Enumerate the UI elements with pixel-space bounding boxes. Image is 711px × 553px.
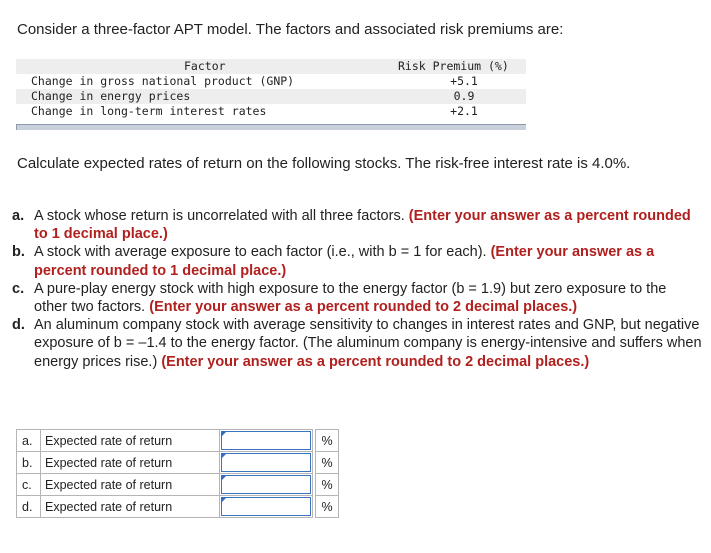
question-instruction: (Enter your answer as a percent rounded to 1 decimal place.) bbox=[34, 244, 655, 279]
input-marker-icon bbox=[221, 453, 227, 459]
answer-letter: b. bbox=[17, 452, 41, 474]
question-letter: a. bbox=[12, 208, 25, 224]
question-c bbox=[12, 280, 702, 316]
percent-unit: % bbox=[316, 452, 339, 474]
answer-input-b[interactable] bbox=[221, 453, 311, 472]
percent-unit: % bbox=[316, 430, 339, 452]
answer-input-a[interactable] bbox=[221, 431, 311, 450]
factor-table-header bbox=[16, 59, 526, 74]
question-text: A stock whose return is uncorrelated with all three factors. bbox=[34, 208, 409, 224]
factor-name: Change in energy prices bbox=[31, 89, 191, 103]
answer-letter: d. bbox=[17, 496, 41, 518]
answer-label: Expected rate of return bbox=[41, 452, 220, 474]
factor-table bbox=[16, 59, 526, 119]
input-marker-icon bbox=[221, 431, 227, 437]
answer-input-cell[interactable] bbox=[220, 496, 313, 518]
answer-input-cell[interactable] bbox=[220, 452, 313, 474]
factor-premium: +2.1 bbox=[450, 104, 478, 118]
question-text: A stock with average exposure to each factor (i.e., with b = 1 for each). bbox=[34, 244, 491, 261]
factor-column-header: Factor bbox=[184, 59, 226, 73]
question-d bbox=[12, 316, 702, 371]
input-marker-icon bbox=[221, 497, 227, 503]
risk-premium-column-header: Risk Premium (%) bbox=[398, 59, 509, 73]
factor-row bbox=[16, 89, 526, 104]
answer-input-cell[interactable] bbox=[220, 474, 313, 496]
answer-label: Expected rate of return bbox=[41, 474, 220, 496]
intro-text: Consider a three-factor APT model. The factors and associated risk premiums are: bbox=[17, 21, 564, 38]
factor-name: Change in gross national product (GNP) bbox=[31, 74, 295, 88]
factor-table-scrollbar[interactable] bbox=[16, 124, 526, 130]
answer-label: Expected rate of return bbox=[41, 496, 220, 518]
answer-row bbox=[17, 430, 339, 452]
question-text: An aluminum company stock with average sensitivity to changes in interest rates and GNP, but negative exposure of b = –1.4 to the energy factor. (The aluminum company is energy-intensive and suffers when energy prices rise.) bbox=[34, 317, 702, 370]
answer-table bbox=[16, 429, 339, 518]
percent-unit: % bbox=[316, 496, 339, 518]
question-instruction: (Enter your answer as a percent rounded to 2 decimal places.) bbox=[149, 299, 578, 316]
answer-input-d[interactable] bbox=[221, 497, 311, 516]
factor-premium: 0.9 bbox=[453, 89, 475, 103]
question-letter: c. bbox=[12, 280, 25, 297]
question-b bbox=[12, 243, 702, 279]
factor-name: Change in long-term interest rates bbox=[31, 104, 267, 118]
answer-row bbox=[17, 474, 339, 496]
question-instruction: (Enter your answer as a percent rounded to 1 decimal place.) bbox=[34, 208, 691, 243]
percent-unit: % bbox=[316, 474, 339, 496]
question-list bbox=[12, 207, 702, 371]
factor-premium: +5.1 bbox=[450, 74, 478, 88]
question-letter: d. bbox=[12, 317, 25, 334]
answer-label: Expected rate of return bbox=[41, 430, 220, 452]
calculation-instructions: Calculate expected rates of return on the following stocks. The risk-free interest rate is 4.0%. bbox=[17, 155, 631, 172]
factor-row bbox=[16, 74, 526, 89]
answer-row bbox=[17, 452, 339, 474]
answer-letter: c. bbox=[17, 474, 41, 496]
answer-row bbox=[17, 496, 339, 518]
input-marker-icon bbox=[221, 475, 227, 481]
answer-input-c[interactable] bbox=[221, 475, 311, 494]
factor-row bbox=[16, 104, 526, 119]
answer-input-cell[interactable] bbox=[220, 430, 313, 452]
question-letter: b. bbox=[12, 244, 25, 261]
answer-letter: a. bbox=[17, 430, 41, 452]
question-text: A pure-play energy stock with high exposure to the energy factor (b = 1.9) but zero exposure to the other two factors. bbox=[34, 280, 667, 316]
question-a bbox=[12, 207, 702, 243]
question-instruction: (Enter your answer as a percent rounded to 2 decimal places.) bbox=[161, 353, 590, 370]
